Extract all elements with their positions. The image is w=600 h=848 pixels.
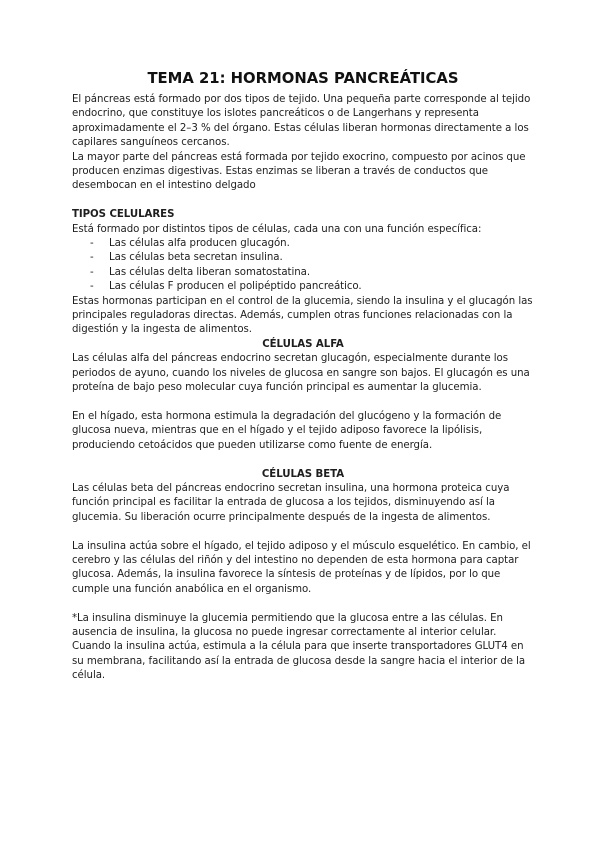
bullet-dash: - (90, 238, 94, 250)
intro-paragraph-1: El páncreas está formado por dos tipos de tejido. Una pequeña parte corresponde al tejido endocrino, que constituye los islotes pancreáticos o de Langerhans y representa aproximadamente el 2–3 % del órgano. Estas células liberan hormonas directamente a los capilares sanguíneos cercanos. (72, 94, 531, 149)
list-item-text: Las células alfa producen glucagón. (109, 238, 290, 250)
alfa-paragraph-1: Las células alfa del páncreas endocrino secretan glucagón, especialmente durante los periodos de ayuno, cuando los niveles de glucosa en sangre son bajos. El glucagón es una proteína de bajo peso molecular cuya función principal es aumentar la glucemia. (72, 353, 530, 394)
document-page (72, 70, 534, 684)
spacer (72, 194, 534, 208)
bullet-dash: - (90, 266, 94, 278)
section-heading-beta: CÉLULAS BETA (261, 468, 345, 480)
alfa-paragraph-2: En el hígado, esta hormona estimula la degradación del glucógeno y la formación de glucosa nueva, mientras que en el hígado y el tejido adiposo favorece la lipólisis, produciendo cetoácidos que pueden utilizarse como fuente de energía. (72, 410, 502, 451)
tipos-after-paragraph: Estas hormonas participan en el control de la glucemia, siendo la insulina y el glucagón las principales reguladoras directas. Además, cumplen otras funciones relacionadas con la digestión y la ingesta de alimentos. (72, 295, 533, 336)
intro-paragraph-2: La mayor parte del páncreas está formada por tejido exocrino, compuesto por acinos que producen enzimas digestivas. Estas enzimas se liberan a través de conductos que desembocan en el intestino delgado (72, 151, 526, 192)
list-item (72, 280, 534, 294)
list-item (72, 251, 534, 265)
cell-type-list (72, 237, 534, 295)
list-item-text: Las células F producen el polipéptido pancreático. (109, 281, 362, 293)
bullet-dash: - (90, 252, 94, 264)
page-title: TEMA 21: HORMONAS PANCREÁTICAS (147, 70, 459, 87)
list-item-text: Las células delta liberan somatostatina. (109, 266, 311, 278)
tipos-lead: Está formado por distintos tipos de células, cada una con una función específica: (72, 223, 482, 235)
section-heading-tipos: TIPOS CELULARES (72, 209, 175, 221)
spacer (72, 597, 534, 611)
spacer (72, 525, 534, 539)
beta-paragraph-1: Las células beta del páncreas endocrino secretan insulina, una hormona proteica cuya función principal es facilitar la entrada de glucosa a los tejidos, disminuyendo así la glucemia. Su liberación ocurre principalmente después de la ingesta de alimentos. (72, 482, 510, 523)
list-item (72, 266, 534, 280)
section-heading-alfa: CÉLULAS ALFA (262, 338, 344, 350)
list-item-text: Las células beta secretan insulina. (109, 252, 283, 264)
bullet-dash: - (90, 281, 94, 293)
spacer (72, 396, 534, 410)
spacer (72, 453, 534, 467)
list-item (72, 237, 534, 251)
beta-paragraph-2: La insulina actúa sobre el hígado, el tejido adiposo y el músculo esquelético. En cambio, el cerebro y las células del riñón y del intestino no dependen de esta hormona para captar glucosa. Además, la insulina favorece la síntesis de proteínas y de lípidos, por lo que cumple una función anabólica en el organismo. (72, 540, 531, 595)
beta-note-paragraph: *La insulina disminuye la glucemia permitiendo que la glucosa entre a las células. En ausencia de insulina, la glucosa no puede ingresar correctamente al interior celular. Cuando la insulina actúa, estimula a la célula para que inserte transportadores GLUT4 en su membrana, facilitando así la entrada de glucosa desde la sangre hacia el interior de la célula. (72, 612, 526, 682)
